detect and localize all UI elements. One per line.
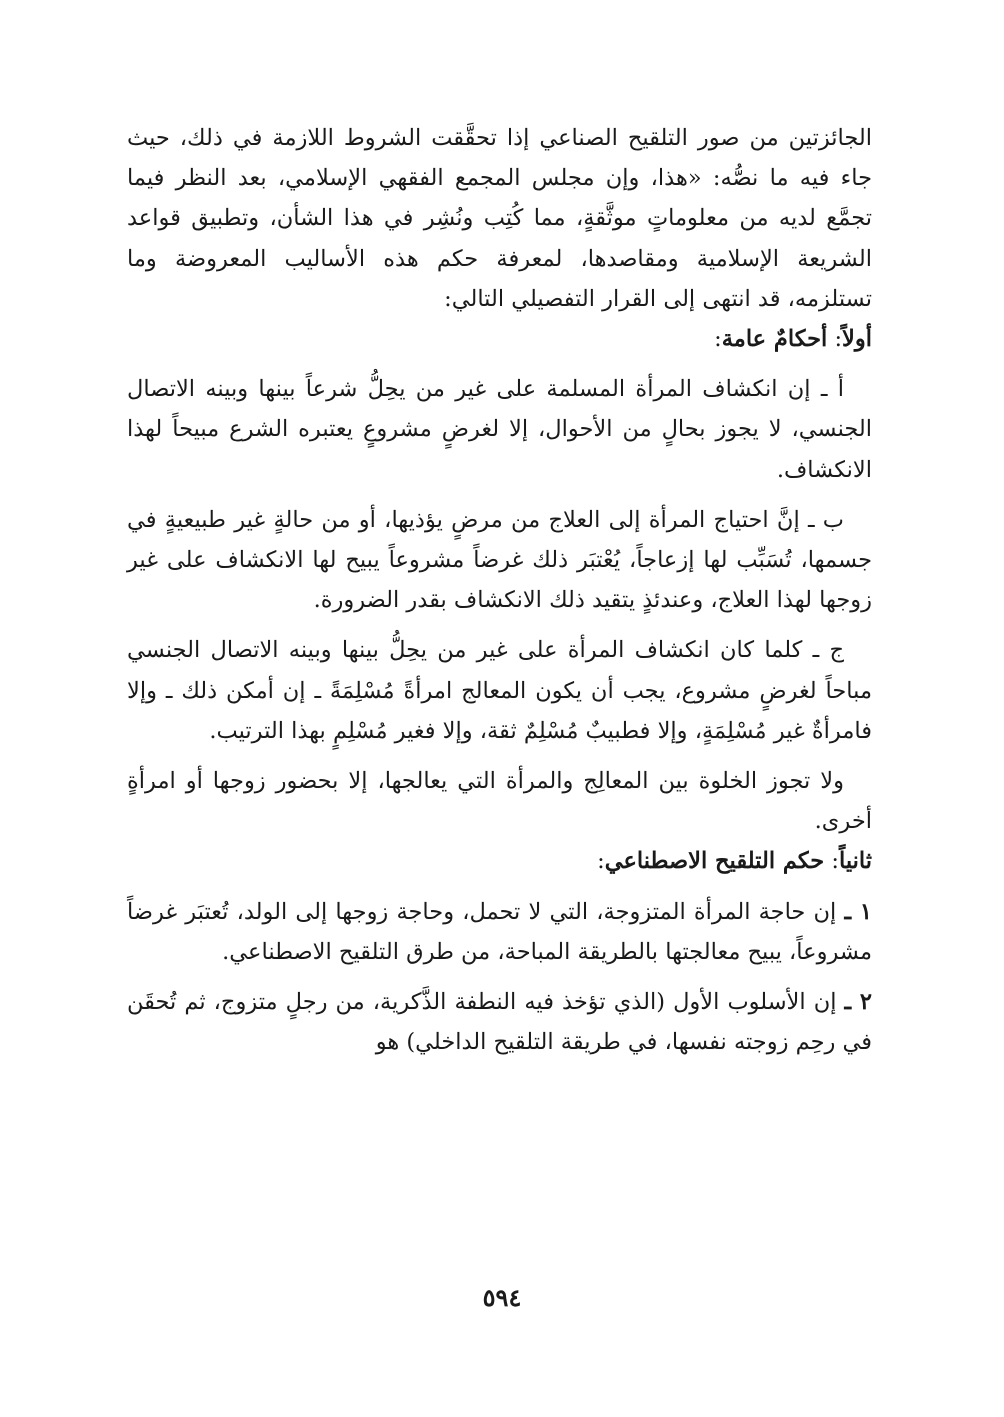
paragraph-seclusion: ولا تجوز الخلوة بين المعالِج والمرأة التي يعالجها، إلا بحضور زوجها أو امرأةٍ أخرى. (127, 768, 872, 835)
intro-paragraph: الجائزتين من صور التلقيح الصناعي إذا تحقَّقت الشروط اللازمة في ذلك، حيث جاء فيه ما نصُّه: «هذا، وإن مجلس المجمع الفقهي الإسلامي، بعد النظر فيما تجمَّع لديه من معلوماتٍ موثَّقةٍ، مما كُتِب ونُشِر في هذا الشأن، وتطبيق قواعد الشريعة الإسلامية ومقاصدها، لمعرفة حكم هذه الأساليب المعروضة وما تستلزمه، قد انتهى إلى القرار التفصيلي التالي: (127, 125, 872, 312)
item-number: ٢ ـ (844, 989, 872, 1016)
heading-end: : (714, 326, 722, 353)
item-text: إن حاجة المرأة المتزوجة، التي لا تحمل، وحاجة زوجها إلى الولد، تُعتبَر غرضاً مشروعاً، يبيح معالجتها بالطريقة المباحة، من طرق التلقيح الاصطناعي. (127, 898, 872, 965)
heading-title: حكم التلقيح الاصطناعي (604, 848, 825, 875)
paragraph-b: ب ـ إنَّ احتياج المرأة إلى العلاج من مرضٍ يؤذيها، أو من حالةٍ غير طبيعيةٍ في جسمها، تُسَبِّب لها إزعاجاً، يُعْتبَر ذلك غرضاً مشروعاً يبيح لها الانكشاف على غير زوجها لهذا العلاج، وعندئذٍ يتقيد ذلك الانكشاف بقدر الضرورة. (127, 506, 872, 614)
section-heading-general-rulings (127, 319, 872, 359)
heading-separator: : (824, 848, 839, 875)
heading-title: أحكامٌ عامة (721, 326, 828, 353)
heading-separator: : (827, 326, 843, 353)
item-2 (127, 982, 872, 1062)
item-number: ١ ـ (844, 898, 872, 925)
paragraph-c: ج ـ كلما كان انكشاف المرأة على غير من يحِلُّ بينها وبينه الاتصال الجنسي مباحاً لغرضٍ مشروع، يجب أن يكون المعالج امرأةً مُسْلِمَةً ـ إن أمكن ذلك ـ وإلا فامرأةٌ غير مُسْلِمَةٍ، وإلا فطبيبٌ مُسْلِمٌ ثقة، وإلا فغير مُسْلِمٍ بهذا الترتيب. (127, 637, 872, 744)
item-1 (127, 892, 872, 972)
body-text (127, 118, 872, 1062)
item-text: إن الأسلوب الأول (الذي تؤخذ فيه النطفة الذَّكرية، من رجلٍ متزوج، ثم تُحقَن في رحِم زوجته نفسها، في طريقة التلقيح الداخلي) هو (127, 989, 872, 1056)
heading-label: ثانياً (838, 848, 872, 875)
section-heading-artificial-insemination (127, 841, 872, 881)
page-number: ٥٩٤ (482, 1283, 522, 1312)
heading-label: أولاً (842, 326, 872, 353)
heading-end: : (597, 848, 605, 875)
paragraph-a: أ ـ إن انكشاف المرأة المسلمة على غير من يحِلُّ شرعاً بينها وبينه الاتصال الجنسي، لا يجوز بحالٍ من الأحوال، إلا لغرضٍ مشروعٍ يعتبره الشرع مبيحاً لهذا الانكشاف. (127, 376, 872, 483)
